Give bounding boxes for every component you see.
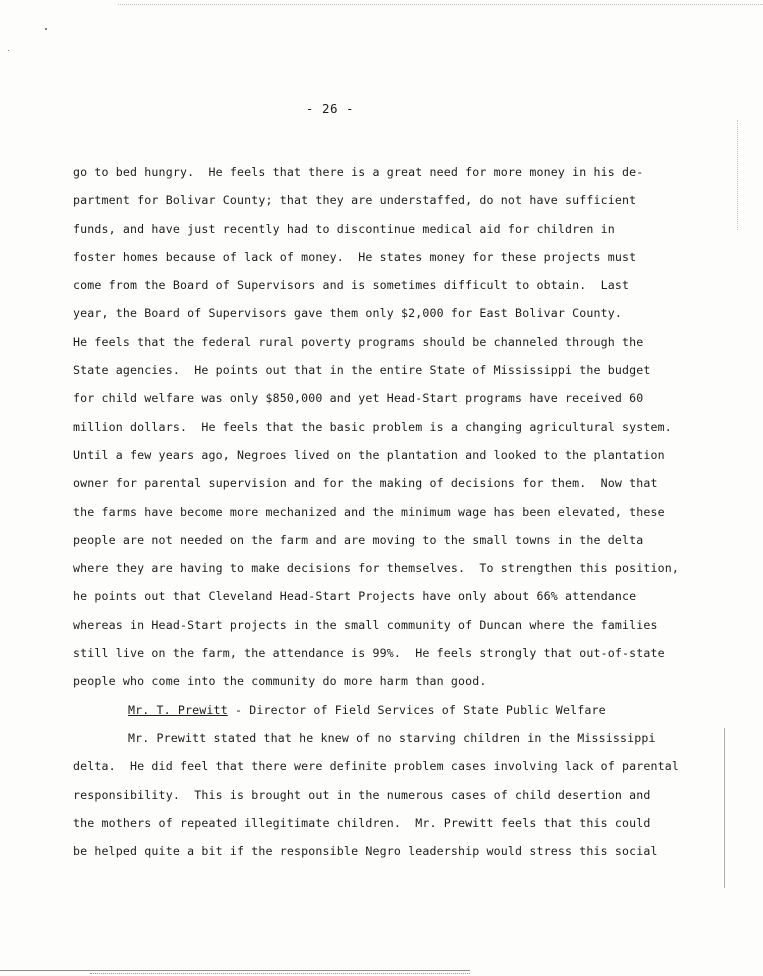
text-line: the farms have become more mechanized and the minimum wage has been elevated, these [73,504,665,519]
text-line: Mr. Prewitt stated that he knew of no starving children in the Mississippi [128,730,656,745]
scan-speck [8,50,9,51]
text-line: delta. He did feel that there were definite problem cases involving lack of parental [73,759,680,774]
text-line: for child welfare was only $850,000 and yet Head-Start programs have received 60 [73,391,644,406]
text-line: Until a few years ago, Negroes lived on the plantation and looked to the plantation [73,447,665,462]
bottom-edge-dotted-rule [90,973,470,974]
body-text [73,163,693,870]
text-line: still live on the farm, the attendance is 99%. He feels strongly that out-of-state [73,646,665,661]
text-line: where they are having to make decisions for themselves. To strengthen this position, [73,561,680,576]
text-line: he points out that Cleveland Head-Start Projects have only about 66% attendance [73,589,637,604]
heading-title: - Director of Field Services of State Public Welfare [227,702,606,717]
text-line: be helped quite a bit if the responsible Negro leadership would stress this social [73,844,658,859]
text-line: owner for parental supervision and for the making of decisions for them. Now that [73,476,658,491]
margin-dotted-mark [737,120,738,230]
text-line: year, the Board of Supervisors gave them only $2,000 for East Bolivar County. [73,306,623,321]
text-line: go to bed hungry. He feels that there is a great need for more money in his de- [73,165,644,179]
text-line: foster homes because of lack of money. He states money for these projects must [73,249,637,264]
text-line: million dollars. He feels that the basic problem is a changing agricultural system. [73,419,672,434]
section-heading [73,701,693,729]
top-edge-dotted-rule [118,4,763,5]
text-line: come from the Board of Supervisors and is sometimes difficult to obtain. Last [73,278,630,293]
page-number: - 26 - [305,101,355,116]
heading-name: Mr. T. Prewitt [128,702,228,717]
text-line: responsibility. This is brought out in the numerous cases of child desertion and [73,787,651,802]
text-line: the mothers of repeated illegitimate children. Mr. Prewitt feels that this could [73,815,651,830]
text-line: partment for Bolivar County; that they are understaffed, do not have sufficient [73,193,637,208]
text-line: He feels that the federal rural poverty programs should be channeled through the [73,334,644,349]
text-line: people who come into the community do more harm than good. [73,674,487,689]
scan-speck [45,28,47,30]
bottom-edge-rule [0,970,470,971]
text-line: State agencies. He points out that in the entire State of Mississippi the budget [73,363,651,378]
text-line: people are not needed on the farm and are moving to the small towns in the delta [73,532,644,547]
text-line: whereas in Head-Start projects in the small community of Duncan where the families [73,617,658,632]
margin-rule [724,728,725,888]
text-line: funds, and have just recently had to discontinue medical aid for children in [73,221,615,236]
